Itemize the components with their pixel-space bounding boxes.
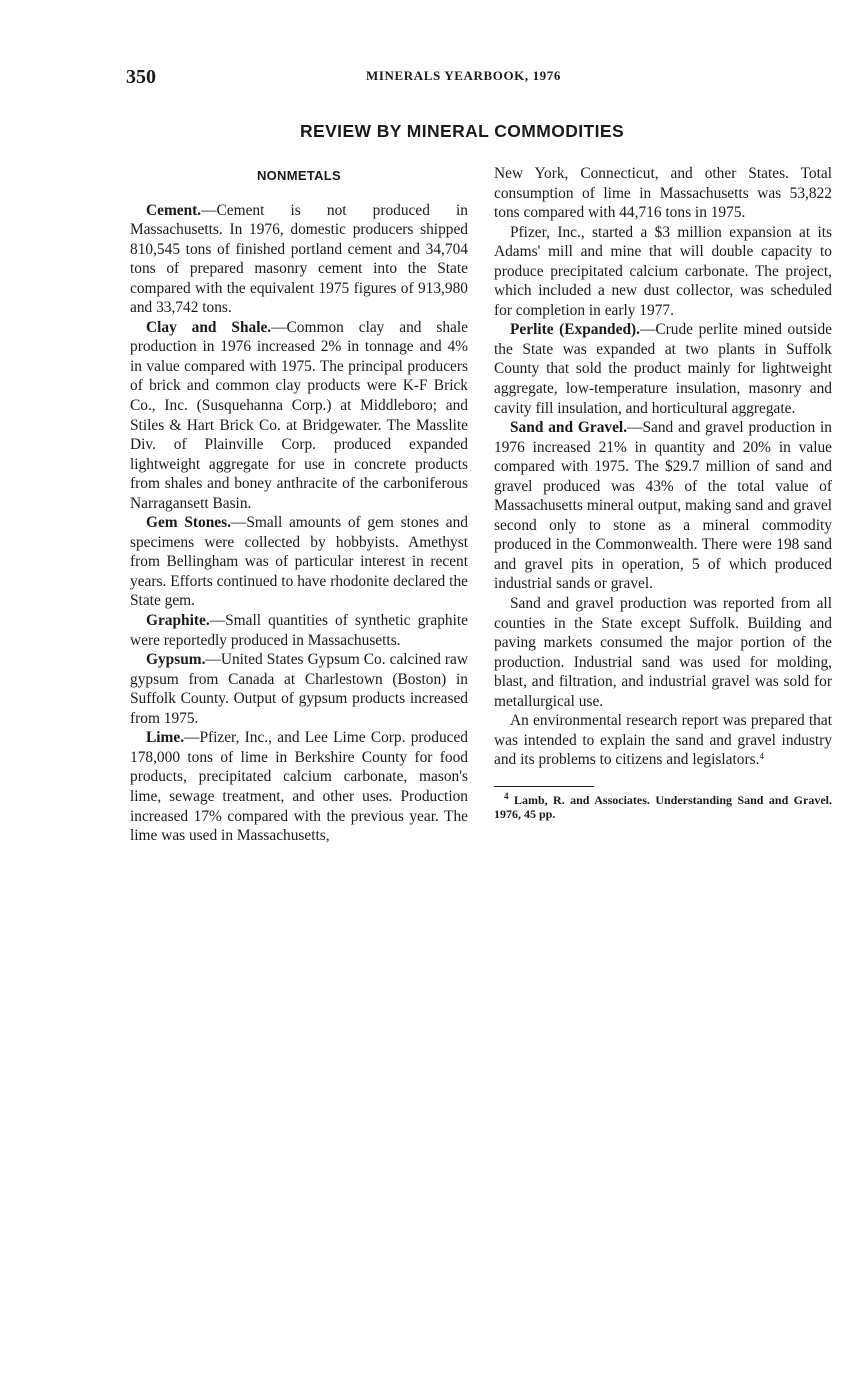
page-number: 350 [126,66,156,88]
paragraph-pfizer: Pfizer, Inc., started a $3 million expansion at its Adams' mill and mine that will double capacity to produce precipitated calcium carbonate. The project, which included a new dust collector, was scheduled for completion in early 1977. [494,223,832,319]
paragraph-lead: Perlite (Expanded). [510,321,640,339]
paragraph-text: —United States Gypsum Co. calcined raw gypsum from Canada at Charlestown (Boston) in Suffolk County. Output of gypsum products increased from 1975. [130,651,468,727]
paragraph-lead: Clay and Shale. [146,318,272,336]
paragraph-lime [130,728,468,845]
footnote [494,790,833,821]
paragraph-sand-and-gravel [494,418,832,594]
paragraph-perlite [494,320,832,418]
paragraph-text: —Crude perlite mined outside the State was expanded at two plants in Suffolk County that sold the product mainly for lightweight aggregate, low-temperature insulation, masonry and cavity fill insulation, and horticultural aggregate. [494,321,832,417]
paragraph-lead: Cement. [146,201,202,219]
paragraph-text: —Small amounts of gem stones and specimens were collected by hobbyists. Amethyst from Bellingham was of particular interest in recent years. Efforts continued to have rhodonite declared the State gem. [130,514,468,610]
paragraph-clay-and-shale [130,318,468,513]
paragraph-text: —Common clay and shale production in 1976 increased 2% in tonnage and 4% in value compared with 1975. The principal producers of brick and common clay products were K-F Brick Co., Inc. (Susquehanna Corp.) at Middleboro; and Stiles & Hart Brick Co. at Bridgewater. The Masslite Div. of Plainville Corp. produced expanded lightweight aggregate for use in concrete products from shales and boney anthracite of the carboniferous Narragansett Basin. [130,318,468,512]
section-title: REVIEW BY MINERAL COMMODITIES [300,121,625,141]
paragraph-text: An environmental research report was prepared that was intended to explain the sand and gravel industry and its problems to citizens and legislators. [494,712,832,769]
footnote-mark: 4 [504,790,509,801]
paragraph-lead: Gypsum. [146,651,206,669]
paragraph-text: —Cement is not produced in Massachusetts. In 1976, domestic producers shipped 810,545 tons of finished portland cement and 34,704 tons of prepared masonry cement into the State compared with the equivalent 1975 figures of 913,980 and 33,742 tons. [130,201,468,317]
paragraph-graphite [130,611,468,650]
paragraph-text: —Pfizer, Inc., and Lee Lime Corp. produced 178,000 tons of lime in Berkshire County for food products, precipitated calcium carbonate, mason's lime, sewage treatment, and other uses. Production increased 17% compared with the previous year. The lime was used in Massachusetts, [130,729,468,845]
paragraph-lime-continued: New York, Connecticut, and other States. Total consumption of lime in Massachusetts was 53,822 tons compared with 44,716 tons in 1975. [494,165,832,222]
paragraph-gem-stones [130,513,468,611]
paragraph-gypsum [130,650,468,728]
paragraph-cement [130,201,468,318]
paragraph-environmental [494,711,832,770]
paragraph-lead: Graphite. [146,612,210,630]
paragraph-text: —Small quantities of synthetic graphite were reportedly produced in Massachusetts. [130,612,468,649]
paragraph-lead: Gem Stones. [146,514,231,532]
paragraph-text: —Sand and gravel production in 1976 increased 21% in quantity and 20% in value compared with 1975. The $29.7 million of sand and gravel produced was 43% of the total value of Massachusetts mineral output, making sand and gravel second only to stone as a mineral commodity produced in the Commonwealth. There were 198 sand and gravel pits in operation, 5 of which produced industrial sands or gravel. [494,419,832,593]
footnote-reference: 4 [759,751,764,762]
footnote-text: Lamb, R. and Associates. Understanding Sand and Gravel. 1976, 45 pp. [494,792,833,821]
paragraph-lead: Sand and Gravel. [510,419,628,437]
paragraph-lead: Lime. [146,729,185,747]
subsection-title: NONMETALS [256,168,342,183]
left-column [130,166,468,846]
paragraph-sand-counties: Sand and gravel production was reported from all counties in the State except Suffolk. Building and paving markets consumed the major portion of the production. Industrial sand was used for molding, blast, and filtration, and industrial gravel was sold for metallurgical use. [494,595,832,710]
right-column [494,164,832,821]
running-head: MINERALS YEARBOOK, 1976 [366,68,561,83]
footnote-rule [494,786,594,787]
